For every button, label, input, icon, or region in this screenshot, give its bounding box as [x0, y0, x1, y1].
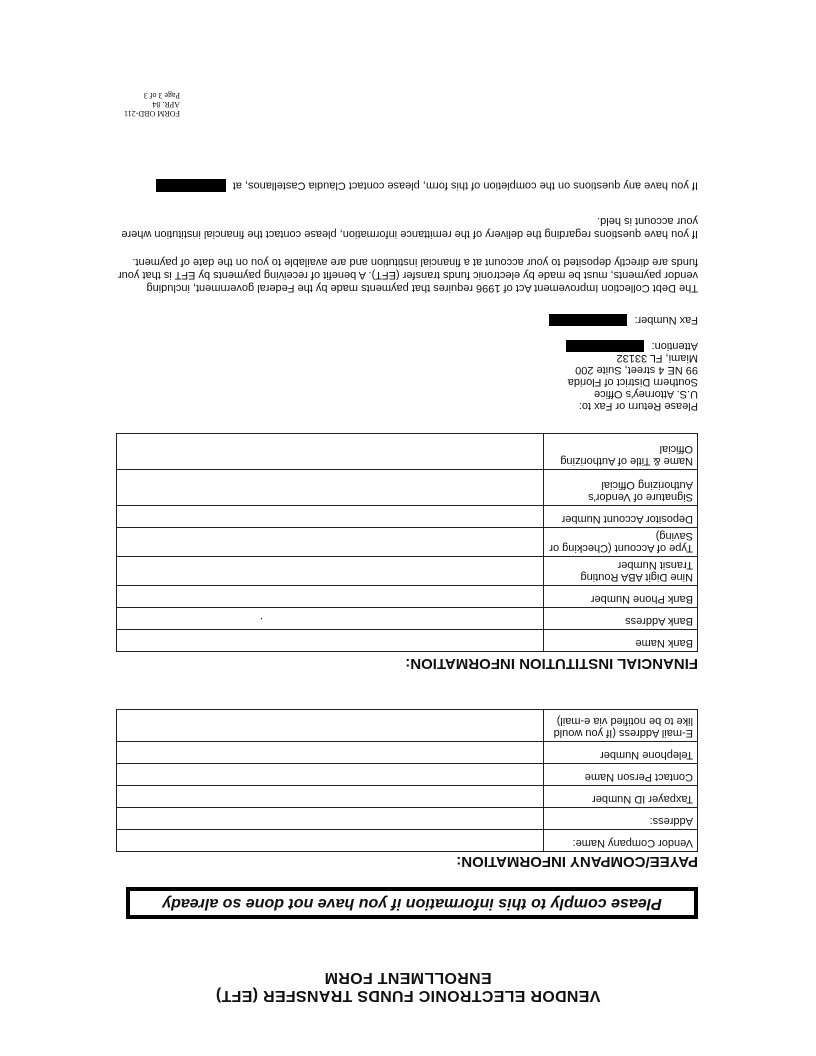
taxpayer-id-field[interactable]: [117, 786, 544, 808]
payee-row: [117, 786, 698, 808]
financial-row: [117, 557, 698, 586]
field-label: Nine Digit ABA Routing Transit Number: [544, 557, 698, 586]
field-label: Bank Phone Number: [544, 586, 698, 608]
account-type-field[interactable]: [117, 528, 544, 557]
form-footer: [124, 91, 180, 118]
payee-table: [116, 709, 698, 852]
return-address-block: [549, 314, 698, 412]
financial-row: [117, 630, 698, 652]
attention-line: [549, 340, 698, 352]
form-date: APR. 84: [152, 100, 180, 109]
field-label: Telephone Number: [544, 742, 698, 764]
payee-row: [117, 830, 698, 852]
financial-table: [116, 433, 698, 652]
field-label: Depositor Account Number: [544, 506, 698, 528]
authorizing-official-field[interactable]: [117, 434, 544, 470]
financial-row: [117, 434, 698, 470]
field-label: Signature of Vendor's Authorizing Official: [544, 470, 698, 506]
field-label: Taxpayer ID Number: [544, 786, 698, 808]
attention-label: Attention:: [651, 340, 698, 352]
field-label: Vendor Company Name:: [544, 830, 698, 852]
remittance-paragraph: If you have questions regarding the delivery of the remittance information, please contact the financial institution where your account is held.: [121, 215, 698, 240]
page-number: Page 3 of 3: [143, 91, 180, 100]
field-label: Name & Title of Authorizing Official: [544, 434, 698, 470]
fax-line: [549, 314, 698, 326]
signature-field[interactable]: [117, 470, 544, 506]
financial-row: [117, 608, 698, 630]
field-label: Type of Account (Checking or Saving): [544, 528, 698, 557]
telephone-field[interactable]: [117, 742, 544, 764]
financial-row: [117, 586, 698, 608]
return-line: Please Return or Fax to:: [578, 400, 698, 412]
return-line: Southern District of Florida: [567, 376, 698, 388]
eft-requirement-paragraph: The Debt Collection Improvement Act of 1996 requires that payments made by the Federal government, including vendor payments, must be made by electronic funds transfer (EFT). A benefit of receiving payments by EFT is that your funds are directly deposited to your account at a financial institution and are available to you on the date of payment.: [117, 256, 698, 294]
financial-row: [117, 470, 698, 506]
payee-row: [117, 808, 698, 830]
payee-row: [117, 710, 698, 742]
questions-paragraph: [116, 179, 698, 192]
notice-banner-text: Please comply to this information if you have not done so already: [162, 895, 662, 912]
redaction-block: [549, 314, 627, 326]
notice-banner: [126, 887, 698, 919]
email-field[interactable]: [117, 710, 544, 742]
financial-row: [117, 528, 698, 557]
return-line: 99 NE 4 street, Suite 200: [575, 364, 698, 376]
questions-text: If you have any questions on the completion of this form, please contact Claudia Castellanos, at: [232, 179, 698, 192]
field-label: Bank Name: [544, 630, 698, 652]
payee-section-heading: PAYEE/COMPANY INFORMATION:: [456, 853, 698, 870]
field-label: E-mail Address (If you would like to be notified via e-mail): [544, 710, 698, 742]
financial-section-heading: FINANCIAL INSTITUTION INFORMATION:: [405, 655, 698, 672]
payee-row: [117, 764, 698, 786]
account-number-field[interactable]: [117, 506, 544, 528]
bank-phone-field[interactable]: [117, 586, 544, 608]
bank-name-field[interactable]: [117, 630, 544, 652]
return-line: Miami, FL 33132: [616, 352, 698, 364]
form-title: [0, 968, 816, 1004]
redaction-block: [156, 179, 226, 192]
contact-person-field[interactable]: [117, 764, 544, 786]
fax-label: Fax Number:: [634, 313, 698, 326]
bank-address-field[interactable]: .: [117, 608, 544, 630]
field-label: Contact Person Name: [544, 764, 698, 786]
address-field[interactable]: [117, 808, 544, 830]
form-title-line2: ENROLLMENT FORM: [324, 969, 492, 986]
field-label: Address:: [544, 808, 698, 830]
payee-row: [117, 742, 698, 764]
field-label: Bank Address: [544, 608, 698, 630]
return-line: U.S. Attorney's Office: [594, 388, 698, 400]
vendor-company-name-field[interactable]: [117, 830, 544, 852]
form-title-line1: VENDOR ELECTRONIC FUNDS TRANSFER (EFT): [215, 987, 601, 1004]
redaction-block: [566, 340, 644, 352]
financial-row: [117, 506, 698, 528]
routing-number-field[interactable]: [117, 557, 544, 586]
form-id: FORM OBD-211: [124, 109, 180, 118]
